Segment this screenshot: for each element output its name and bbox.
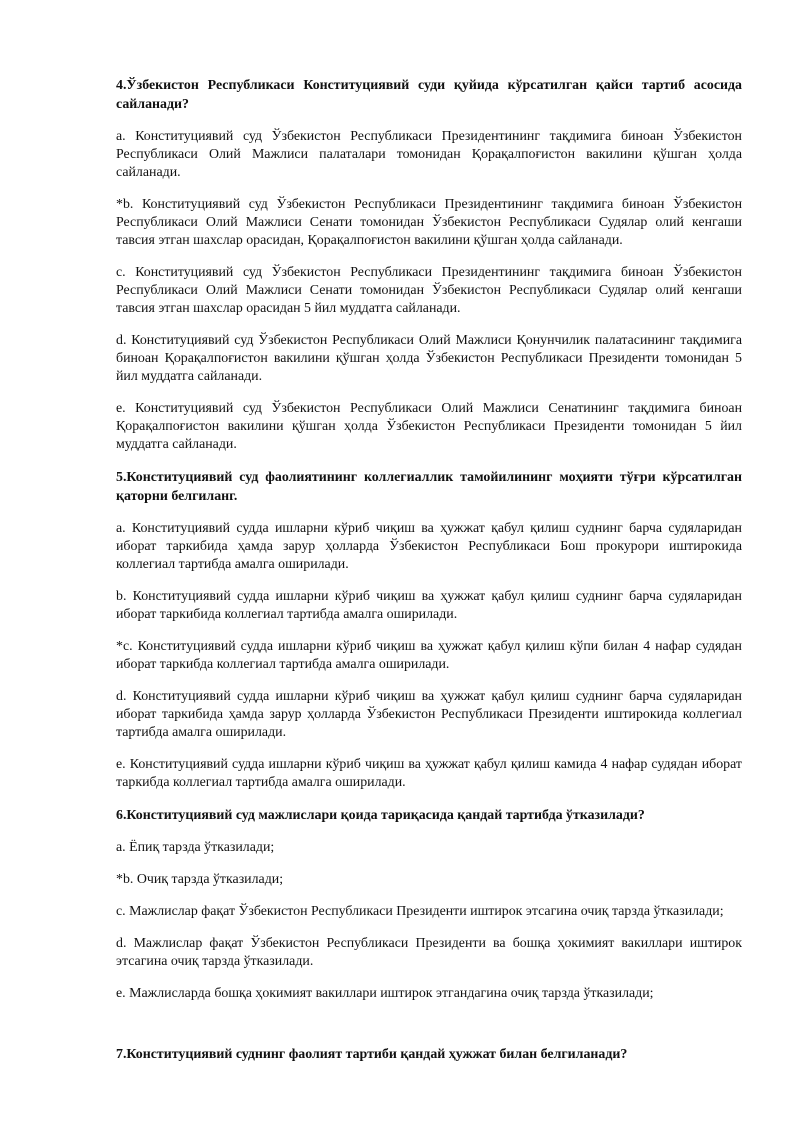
blank-spacer [116, 1017, 742, 1045]
answer-option-a: a. Ёпиқ тарзда ўтказилади; [116, 840, 275, 855]
answer-option-e: e. Конституциявий судда ишларни кўриб чиқиш ва ҳужжат қабул қилиш камида 4 нафар судядан иборат таркибда коллегиал тартибда амалга оширилади. [116, 757, 742, 790]
answer-option-e: e. Конституциявий суд Ўзбекистон Республикаси Олий Мажлиси Сенатининг тақдимига биноан Қорақалпоғистон вакилини қўшган ҳолда Ўзбекистон Республикаси Президенти томонидан 5 йил муддатга сайланади. [116, 401, 742, 452]
answer-option-c: c. Конституциявий суд Ўзбекистон Республикаси Президентининг тақдимига биноан Ўзбекистон Республикаси Олий Мажлиси Сенати томонидан Ўзбекистон Республикаси Судялар олий кенгаши тавсия этган шахслар орасидан 5 йил муддатга сайланади. [116, 265, 742, 316]
answer-option-d: d. Конституциявий суд Ўзбекистон Республикаси Олий Мажлиси Қонунчилик палатасининг тақдимига биноан Қорақалпоғистон вакилини қўшган ҳолда Ўзбекистон Республикаси Президенти томонидан 5 йил муддатга сайланади. [116, 333, 742, 384]
question-7 [116, 1045, 742, 1064]
question-title: 4.Ўзбекистон Республикаси Конституциявий суди қуйида кўрсатилган қайси тартиб асосида сайланади? [116, 78, 742, 112]
answer-option-a: a. Конституциявий судда ишларни кўриб чиқиш ва ҳужжат қабул қилиш суднинг барча судяларидан иборат таркибида ҳамда зарур ҳолларда Ўзбекистон Республикаси Бош прокурори иштирокида коллегиал тартибда амалга оширилади. [116, 521, 742, 572]
answer-option-c: *c. Конституциявий судда ишларни кўриб чиқиш ва ҳужжат қабул қилиш кўпи билан 4 нафар судядан иборат таркибда коллегиал тартибда амалга оширилади. [116, 639, 742, 672]
answer-option-e: e. Мажлисларда бошқа ҳокимият вакиллари иштирок этгандагина очиқ тарзда ўтказилади; [116, 986, 654, 1001]
question-title: 5.Конституциявий суд фаолиятининг коллегиаллик тамойилининг моҳияти тўғри кўрсатилган қаторни белгиланг. [116, 470, 742, 504]
answer-option-b: *b. Очиқ тарзда ўтказилади; [116, 872, 284, 887]
answer-option-a: a. Конституциявий суд Ўзбекистон Республикаси Президентининг тақдимига биноан Ўзбекистон Республикаси Олий Мажлиси палаталари томонидан Қорақалпоғистон вакилини қўшган ҳолда сайланади. [116, 129, 742, 180]
question-5 [116, 468, 742, 792]
answer-option-d: d. Конституциявий судда ишларни кўриб чиқиш ва ҳужжат қабул қилиш суднинг барча судяларидан иборат таркибида ҳамда зарур ҳолларда Ўзбекистон Республикаси Президенти иштирокида коллегиал тартибда амалга оширилади. [116, 689, 742, 740]
answer-option-c: c. Мажлислар фақат Ўзбекистон Республикаси Президенти иштирок этсагина очиқ тарзда ўтказилади; [116, 904, 724, 919]
question-4 [116, 76, 742, 454]
answer-option-b: b. Конституциявий судда ишларни кўриб чиқиш ва ҳужжат қабул қилиш суднинг барча судяларидан иборат таркибида коллегиал тартибда амалга оширилади. [116, 589, 742, 622]
answer-option-d: d. Мажлислар фақат Ўзбекистон Республикаси Президенти ва бошқа ҳокимият вакиллари иштирок этсагина очиқ тарзда ўтказилади. [116, 936, 742, 969]
question-title: 7.Конституциявий суднинг фаолият тартиби қандай ҳужжат билан белгиланади? [116, 1047, 628, 1062]
question-6 [116, 806, 742, 1003]
document-page [116, 76, 742, 1078]
question-title: 6.Конституциявий суд мажлислари қоида тариқасида қандай тартибда ўтказилади? [116, 808, 645, 823]
answer-option-b: *b. Конституциявий суд Ўзбекистон Республикаси Президентининг тақдимига биноан Ўзбекистон Республикаси Олий Мажлиси Сенати томонидан Ўзбекистон Республикаси Судялар олий кенгаши тавсия этган шахслар орасидан, Қорақалпоғистон вакилини қўшган ҳолда сайланади. [116, 197, 742, 248]
